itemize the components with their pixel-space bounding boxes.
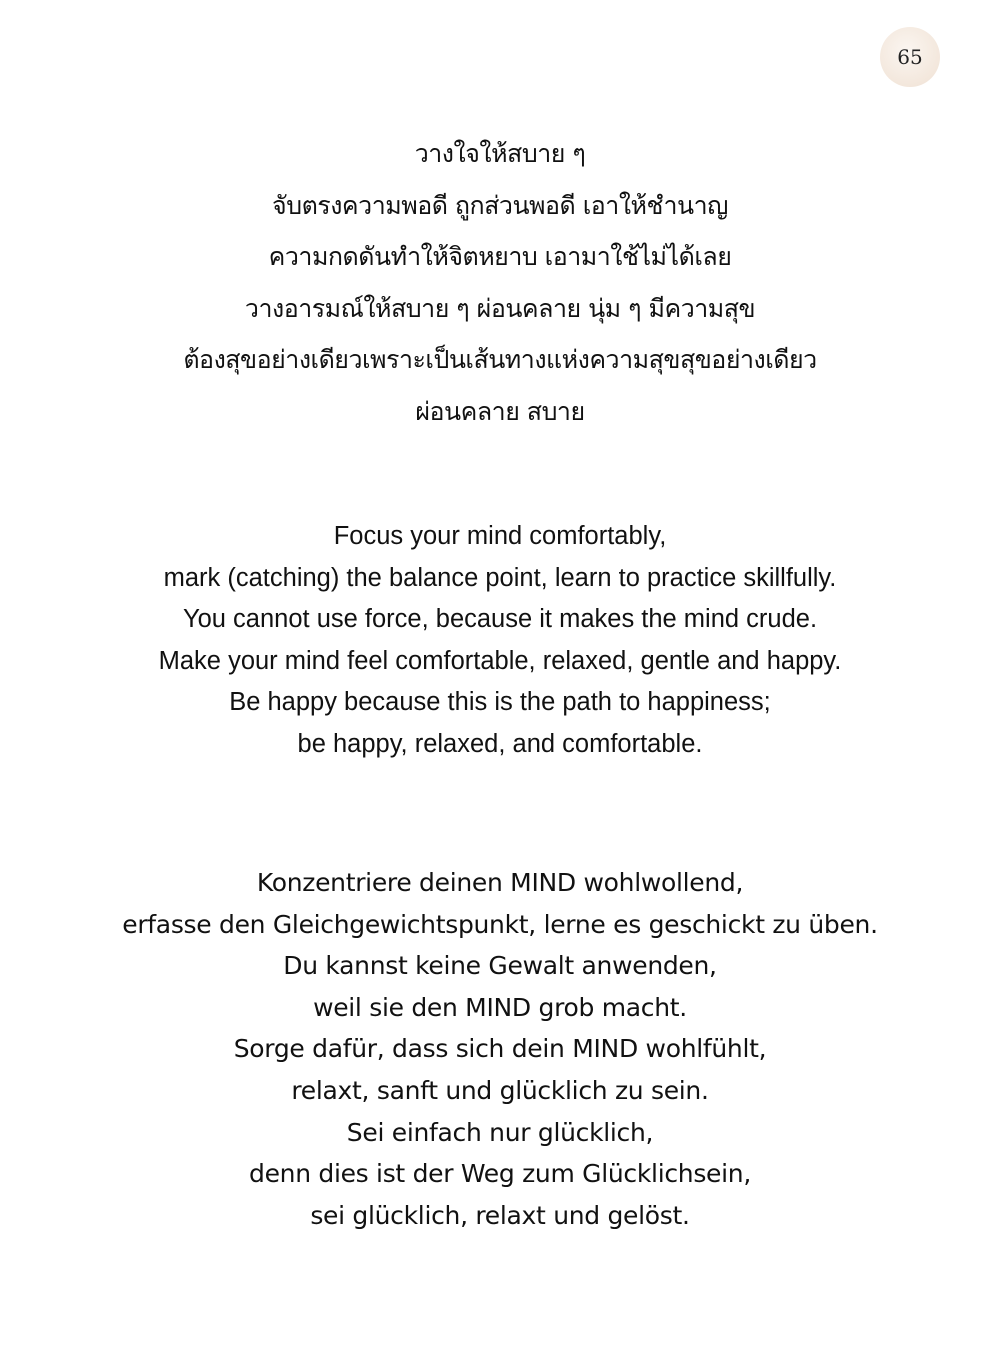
german-line: erfasse den Gleichgewichtspunkt, lerne es geschickt zu üben. — [122, 909, 878, 939]
german-verse — [0, 862, 1000, 1236]
thai-line: ผ่อนคลาย สบาย — [415, 396, 585, 426]
thai-line: ความกดดันทำให้จิตหยาบ เอามาใช้ไม่ได้เลย — [268, 242, 732, 272]
thai-verse — [0, 128, 1000, 438]
english-line: Be happy because this is the path to happiness; — [229, 688, 771, 717]
german-line: Konzentriere deinen MIND wohlwollend, — [256, 868, 744, 897]
english-line: mark (catching) the balance point, learn to practice skillfully. — [163, 563, 837, 592]
german-line: sei glücklich, relaxt und gelöst. — [310, 1200, 690, 1230]
german-line: denn dies ist der Weg zum Glücklichsein, — [249, 1159, 751, 1189]
german-line: Du kannst keine Gewalt anwenden, — [283, 951, 717, 981]
page-number: 65 — [880, 27, 940, 87]
german-line: weil sie den MIND grob macht. — [313, 992, 687, 1022]
german-line: Sei einfach nur glücklich, — [346, 1117, 654, 1147]
german-line: relaxt, sanft und glücklich zu sein. — [291, 1075, 709, 1105]
thai-line: จับตรงความพอดี ถูกส่วนพอดี เอาให้ชำนาญ — [272, 190, 728, 220]
thai-line: วางใจให้สบาย ๆ — [414, 139, 586, 168]
english-line: You cannot use force, because it makes the mind crude. — [182, 605, 818, 634]
english-verse — [0, 516, 1000, 766]
english-line: Focus your mind comfortably, — [333, 522, 667, 550]
english-line: be happy, relaxed, and comfortable. — [297, 729, 703, 758]
german-line: Sorge dafür, dass sich dein MIND wohlfühlt, — [233, 1034, 767, 1064]
thai-line: ต้องสุขอย่างเดียวเพราะเป็นเส้นทางแห่งความสุขสุขอย่างเดียว — [183, 345, 817, 375]
english-line: Make your mind feel comfortable, relaxed, gentle and happy. — [158, 646, 842, 675]
thai-line: วางอารมณ์ให้สบาย ๆ ผ่อนคลาย นุ่ม ๆ มีความสุข — [244, 293, 756, 323]
